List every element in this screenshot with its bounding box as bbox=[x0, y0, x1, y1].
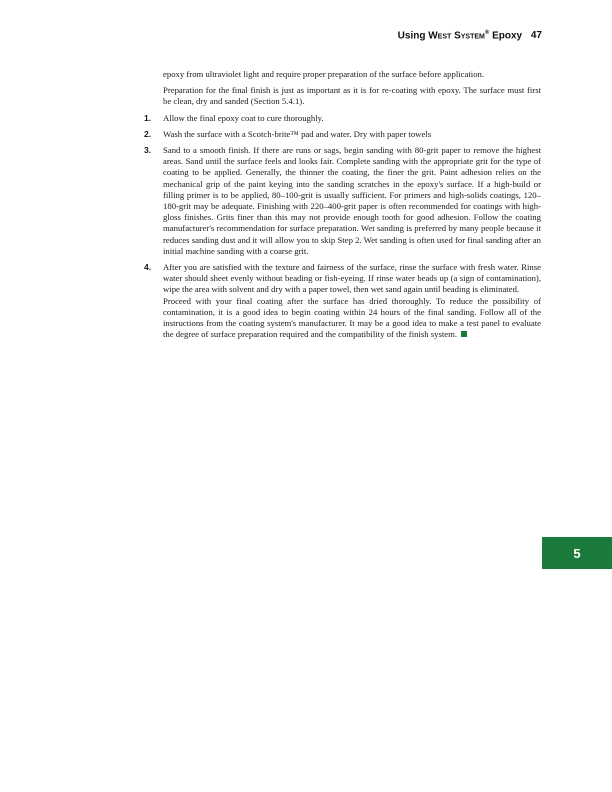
chapter-tab bbox=[542, 537, 612, 569]
step-number: 1. bbox=[144, 112, 152, 123]
page-number: 47 bbox=[530, 30, 542, 42]
step-1 bbox=[144, 112, 541, 124]
step-number: 4. bbox=[144, 262, 152, 273]
body-text bbox=[144, 69, 541, 345]
step-text: Wash the surface with a Scotch-brite™ pad and water. Dry with paper towels bbox=[163, 128, 432, 139]
step-number: 2. bbox=[144, 128, 152, 139]
step-3 bbox=[144, 145, 541, 257]
step-text: Sand to a smooth finish. If there are runs or sags, begin sanding with 80-grit paper to remove the highest areas. Sand until the surface feels and looks fair. Complete sanding with the appropriate grit for the type of coating to be applied. Generally, the thinner the coating, the finer the grit. Paint adhesion relies on the mechanical grip of the paint keying into the sanding scratches in the epoxy's surface. If a high-build or filling primer is to be applied, 80–100-grit is usually sufficient. For primers and high-solids coatings, 120–180-grit may be adequate. Finishing with 220–400-grit paper is often recommended for coatings with high-gloss finishes. Grits finer than this may not provide enough tooth for good adhesion. Follow the coating manufacturer's recommendation for surface preparation. Wet sanding is preferred by many people because it reduces sanding dust and it will allow you to skip Step 2. Wet sanding is often used for final sanding after an initial machine sanding with a coarse grit. bbox=[163, 145, 541, 256]
step-2 bbox=[144, 128, 541, 140]
chapter-tab-label: 5 bbox=[573, 545, 581, 561]
running-head-brand-west: West bbox=[428, 30, 452, 42]
step-text: Allow the final epoxy coat to cure thoroughly. bbox=[163, 112, 324, 123]
step-text-continued-body: Proceed with your final coating after the surface has dried thoroughly. To reduce the possibility of contamination, it is a good idea to begin coating within 24 hours of the final sanding. Follow all of the instructions from the coating system's manufacturer. It may be a good idea to make a test panel to evaluate the degree of surface preparation required and the compatibility of the finish system. bbox=[163, 295, 541, 340]
end-of-section-marker bbox=[461, 331, 467, 337]
step-text-continued bbox=[163, 296, 541, 341]
running-head bbox=[398, 30, 542, 41]
step-4 bbox=[144, 262, 541, 340]
step-text: After you are satisfied with the texture and fairness of the surface, rinse the surface with fresh water. Rinse water should sheet evenly without beading or fish-eyeing. If rinse water beads up (a sign of contamination), wipe the area with solvent and dry with a paper towel, then wet sand again until beading is eliminated. bbox=[163, 262, 541, 295]
running-head-brand-system: System bbox=[454, 30, 485, 42]
registered-mark: ® bbox=[484, 30, 490, 36]
running-head-epoxy: Epoxy bbox=[492, 30, 523, 42]
step-number: 3. bbox=[144, 145, 152, 156]
running-head-using: Using bbox=[397, 30, 426, 42]
intro-paragraph-1: epoxy from ultraviolet light and require proper preparation of the surface before application. bbox=[163, 69, 485, 79]
intro-paragraph-2: Preparation for the final finish is just as important as it is for re-coating with epoxy. The surface must first be clean, dry and sanded (Section 5.4.1). bbox=[163, 85, 541, 107]
